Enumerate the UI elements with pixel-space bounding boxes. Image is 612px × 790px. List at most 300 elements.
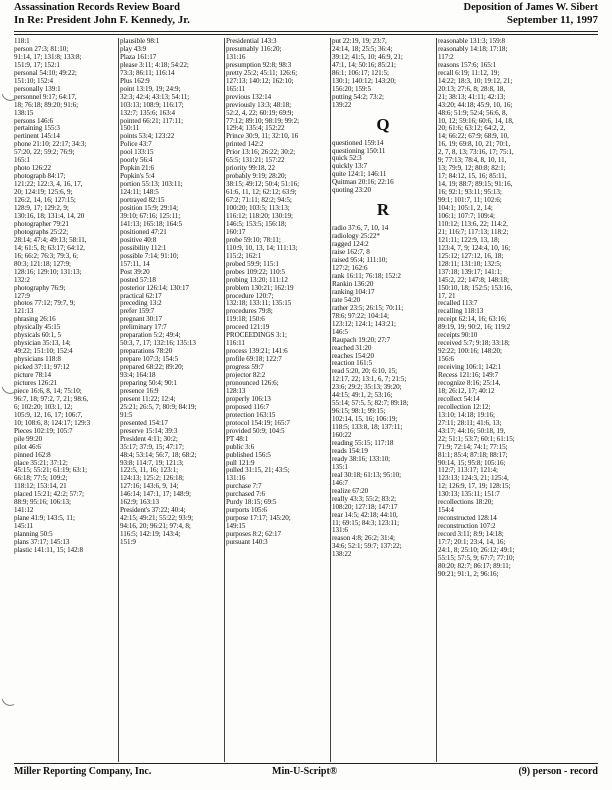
index-entry: pronounced 126:6;: [226, 378, 279, 387]
index-entry: purchase 7:7: [226, 482, 262, 491]
index-entry: photography 76:9;: [14, 283, 66, 292]
index-entry: 145:2, 22; 147:8; 148:18;: [438, 275, 509, 284]
index-entry: raised 95:4; 111:10;: [332, 256, 388, 265]
index-entry: pinned 162:8: [14, 450, 51, 459]
index-entry: reads 154:19: [332, 446, 368, 455]
index-entry: 88:9; 95:16; 106:13;: [14, 498, 71, 507]
index-entry: 93:4; 164:18: [120, 371, 156, 380]
index-entry: 14:22; 18:3, 10; 19:12, 21;: [438, 76, 513, 85]
index-entry: physicians 118:8: [14, 355, 61, 364]
index-entry: 146:5; 153:5; 156:18;: [226, 219, 287, 228]
index-entry: 50:3, 7, 17; 132:16; 135:13: [120, 339, 196, 348]
index-entry: picture 78:14: [14, 371, 51, 380]
index-entry: 43:20; 44:18; 45:9, 10, 16;: [438, 100, 513, 109]
index-entry: 127:9: [14, 291, 30, 300]
index-entry: photographer 79:21: [14, 219, 69, 228]
index-entry: 44:15; 49:1, 2; 53:16;: [332, 391, 393, 400]
index-entry: 149:15: [226, 522, 246, 531]
index-entry: pretty 25:2; 45:11; 126:6;: [226, 68, 298, 77]
index-entry: 13:10; 14:18; 19:16;: [438, 410, 495, 419]
index-entry: Pieces 102:19; 105:7: [14, 426, 73, 435]
index-entry: 13; 79:9, 12; 80:8; 82:1;: [438, 164, 506, 173]
index-entry: put 22:19, 19; 23:7,: [332, 38, 387, 45]
index-entry: 16; 92:1; 93:11; 95:13;: [438, 188, 502, 197]
header-title-left: Assassination Records Review Board: [14, 2, 180, 13]
index-entry: 48:6; 51:9; 52:4; 56:6, 8,: [438, 108, 508, 117]
index-entry: poorly 56:4: [120, 156, 153, 165]
header-rule-thin: [14, 34, 598, 35]
index-entry: proposed 116:7: [226, 402, 269, 411]
index-entry: radiology 25:22*: [332, 232, 380, 241]
index-entry: 32:3; 42:4; 43:13; 54:11;: [120, 92, 190, 101]
index-entry: reconstruction 107:2: [438, 522, 496, 531]
index-entry: 154:4: [438, 506, 454, 515]
index-entry: record 3:11; 8:9; 14:18;: [438, 530, 504, 539]
index-entry: Recess 121:16; 149:7: [438, 371, 499, 380]
index-entry: 55:15; 57:5, 9; 67:7; 77:10;: [438, 553, 515, 562]
index-entry: 80:3; 121:18; 127:9;: [14, 259, 71, 268]
index-entry: 99:1; 101:7, 11; 102:6;: [438, 196, 502, 205]
index-entry: preparations 78:20: [120, 347, 173, 356]
index-entry: 61:6, 11, 12; 62:12; 63:9;: [226, 188, 297, 197]
index-entry: received 5:7; 9:18; 33:18;: [438, 339, 510, 348]
index-entry: 14, 19; 88:7; 89:15; 91:16,: [438, 180, 513, 189]
index-column: [120, 38, 222, 762]
index-entry: 24:14, 18; 25:5; 36:4;: [332, 44, 393, 53]
index-entry: 124:11; 148:5: [120, 188, 159, 197]
index-entry: 126:2, 14, 16; 127:15;: [14, 196, 76, 205]
index-entry: Plus 162:9: [120, 76, 150, 85]
index-entry: positive 40:8: [120, 235, 157, 244]
index-entry: Quitman 20:16; 22:16: [332, 178, 394, 187]
index-entry: probably 9:19; 28:20;: [226, 172, 287, 181]
index-entry: 122:5, 11, 16; 123:1;: [120, 466, 178, 475]
index-entry: reasonably 14:18; 17:18;: [438, 44, 508, 53]
index-entry: 6; 102:20; 103:1, 12;: [14, 402, 73, 411]
index-entry: Post 39:20: [120, 267, 150, 276]
index-entry: 35:17; 37:9, 15; 47:17;: [120, 442, 184, 451]
index-entry: 132:2: [14, 275, 30, 284]
index-entry: presumption 92:8; 98:3: [226, 60, 292, 69]
index-entry: questioning 150:11: [332, 146, 386, 155]
index-entry: preparing 50:4; 90:1: [120, 378, 177, 387]
index-entry: 39:12; 41:5, 10; 46:9, 21;: [332, 52, 403, 61]
index-entry: person 27:3; 81:10;: [14, 44, 69, 53]
margin-mark: [2, 91, 15, 104]
index-entry: PROCEEDINGS 3:1;: [226, 331, 287, 340]
index-entry: 73:3; 86:11; 116:14: [120, 68, 175, 77]
index-entry: placed 15:21; 42:2; 57:7;: [14, 490, 84, 499]
index-entry: Popkin 21:6: [120, 164, 154, 173]
index-entry: quite 124:1; 146:11: [332, 170, 387, 179]
index-entry: Raupach 19:20; 27:7: [332, 335, 391, 344]
index-entry: 127:16; 143:6, 9, 14;: [120, 482, 179, 491]
index-entry: play 43:9: [120, 44, 147, 53]
index-entry: 65:5; 131:21; 157:22: [226, 156, 285, 165]
index-entry: receipt 62:14, 16; 63:16;: [438, 315, 507, 324]
index-entry: rank 16:11; 76:18; 152:2: [332, 271, 401, 280]
index-entry: possible 7:14; 91:10;: [120, 251, 179, 260]
index-entry: properly 106:13: [226, 394, 271, 403]
index-entry: ranking 104:17: [332, 287, 375, 296]
index-entry: 12; 126:9, 17, 19; 128:15;: [438, 482, 511, 491]
index-entry: procedure 120:7;: [226, 291, 274, 300]
index-entry: 14; 66:22; 67:9; 68:9, 10,: [438, 132, 509, 141]
index-entry: 67:2; 71:11; 82:2; 94:5;: [226, 196, 292, 205]
index-entry: recollections 18:20;: [438, 498, 494, 507]
index-entry: present 11:22; 12:4;: [120, 394, 176, 403]
index-entry: probing 13:20; 111:12: [226, 275, 288, 284]
index-entry: portrayed 82:15: [120, 196, 165, 205]
index-entry: 16; 66:2; 76:3; 79:3, 6;: [14, 251, 79, 260]
index-entry: 118:12; 153:14, 21: [14, 482, 67, 491]
index-entry: 123:13; 124:3, 21; 125:4,: [438, 474, 509, 483]
index-entry: 45:15; 55:21; 61:19; 63:1;: [14, 466, 87, 475]
index-entry: personnel 9:17; 64:17,: [14, 92, 77, 101]
footer-page: (9) person - record: [518, 766, 598, 777]
index-entry: rather 23:5; 26:15; 70:11;: [332, 303, 404, 312]
index-entry: 11; 69:15; 84:3; 123:11;: [332, 518, 400, 527]
index-entry: really 43:3; 55:2; 83:2;: [332, 494, 397, 503]
index-entry: 124:13; 125:2; 126:18;: [120, 474, 184, 483]
index-entry: 20; 61:6; 63:12; 64:2, 2,: [438, 124, 506, 133]
index-entry: 131:6: [332, 526, 348, 535]
header-rule: [14, 31, 598, 32]
index-entry: 165:1: [14, 156, 30, 165]
index-entry: Prince 30:9, 11; 32:10, 16: [226, 132, 299, 141]
index-entry: proceed 121:19: [226, 323, 270, 332]
index-entry: 20; 124:19; 125:6, 9;: [14, 188, 73, 197]
index-entry: 128:9, 17; 129:2, 9;: [14, 204, 69, 213]
index-entry: procedures 79:8;: [226, 307, 273, 316]
index-entry: 90:21; 91:1, 2; 96:16;: [438, 569, 499, 578]
index-entry: radio 37:6, 7, 10, 14: [332, 224, 389, 233]
index-entry: 27:11; 28:11; 41:6, 13;: [438, 418, 502, 427]
index-entry: problem 130:21; 162:19: [226, 283, 294, 292]
index-entry: Rankin 136:20: [332, 279, 374, 288]
index-entry: 162:9; 163:13: [120, 498, 159, 507]
index-letter-heading: Q: [376, 114, 390, 134]
index-entry: 16, 19; 69:8, 10, 21; 70:1,: [438, 140, 511, 149]
index-entry: photographs 25:22;: [14, 227, 69, 236]
index-entry: pertaining 155:3: [14, 124, 60, 133]
index-entry: 38:15; 49:12; 50:4; 51:16;: [226, 180, 299, 189]
index-entry: 150:11: [120, 124, 140, 133]
index-entry: reasonable 131:3; 159:8: [438, 38, 506, 45]
index-entry: 145:11: [14, 522, 34, 531]
index-entry: 100:20; 103:5; 113:13;: [226, 204, 290, 213]
index-entry: 106:1; 107:7; 109:4;: [438, 211, 495, 220]
index-entry: 127:2; 162:6: [332, 264, 368, 273]
index-entry: projector 82:2: [226, 371, 266, 380]
index-entry: 137:18; 139:17; 141:1;: [438, 267, 502, 276]
index-entry: process 139:21; 141:6: [226, 347, 288, 356]
index-entry: 150:10, 18; 152:5; 153:16,: [438, 283, 513, 292]
index-entry: possibility 112:1: [120, 243, 167, 252]
index-entry: 128:13: [226, 386, 246, 395]
index-entry: pulled 31:15, 21; 43:5;: [226, 466, 290, 475]
index-entry: 128:11; 131:10; 132:5;: [438, 259, 502, 268]
index-entry: 89:19, 19; 90:2, 16; 119:2: [438, 323, 511, 332]
index-entry: pursuant 140:3: [226, 538, 268, 547]
index-entry: 9; 77:13; 78:4, 8, 10, 11,: [438, 156, 507, 165]
index-entry: 49:22; 151:10; 152:4: [14, 347, 73, 356]
index-entry: purpose 17:17; 145:20;: [226, 514, 291, 523]
index-entry: 92:22; 100:16; 148:20;: [438, 347, 502, 356]
index-entry: preparation 5:2; 49:4;: [120, 331, 181, 340]
index-entry: physician 35:13, 14;: [14, 339, 71, 348]
index-entry: 14; 61:5, 8; 63:17; 64:12,: [14, 243, 85, 252]
index-entry: 130:1; 140:12; 143:20;: [332, 76, 396, 85]
index-entry: putting 54:2; 73:2;: [332, 92, 384, 101]
index-entry: reconstructed 128:14: [438, 514, 497, 523]
index-entry: 34:6; 52:1; 59:7; 137:22;: [332, 542, 402, 551]
index-entry: 157:11, 14: [120, 259, 150, 268]
index-entry: 116:11: [226, 339, 245, 348]
index-entry: pictures 126:21: [14, 378, 58, 387]
index-entry: 42:15; 49:21; 55:22; 93:9;: [120, 514, 193, 523]
index-entry: please 3:11; 4:18; 54:22;: [120, 60, 189, 69]
index-entry: reasons 157:6; 165:1: [438, 60, 497, 69]
index-entry: 86:1; 106:17; 121:5;: [332, 68, 389, 77]
index-entry: 12:17, 22; 13:1, 6, 7; 21:5;: [332, 375, 407, 384]
index-entry: photo 126:22: [14, 164, 52, 173]
index-entry: 78:6; 97:22; 104:14;: [332, 311, 389, 320]
index-entry: 165:11: [226, 84, 246, 93]
index-entry: ragged 124:2: [332, 240, 369, 249]
index-entry: quoting 23:20: [332, 186, 371, 195]
index-entry: 135:1: [332, 462, 348, 471]
index-entry: 81:1; 85:4; 87:18; 88:17;: [438, 450, 508, 459]
index-entry: plane 41:9; 143:5, 11;: [14, 514, 75, 523]
index-entry: questioned 159:14: [332, 138, 384, 147]
index-entry: Presidential 143:3: [226, 38, 277, 45]
index-entry: place 35:21; 37:12;: [14, 458, 68, 467]
header-title-right: Deposition of James W. Sibert: [463, 2, 598, 13]
index-entry: 131:16: [226, 52, 246, 61]
index-columns: [14, 38, 598, 762]
index-entry: 2, 7, 8, 13; 73:16, 17; 75:1,: [438, 148, 514, 157]
index-entry: receiving 106:1; 142:1: [438, 363, 502, 372]
index-entry: pilot 46:6: [14, 442, 41, 451]
index-entry: ready 38:16; 133:10;: [332, 454, 391, 463]
index-entry: 23:6; 29:2; 35:13; 39:20;: [332, 383, 402, 392]
index-entry: phrasing 26:16: [14, 315, 56, 324]
index-entry: 90:14, 15; 95:8; 105:16;: [438, 458, 506, 467]
index-entry: reaction 161:5: [332, 359, 373, 368]
index-entry: realize 67:20: [332, 486, 369, 495]
index-entry: piece 16:6, 8, 14; 75:10;: [14, 386, 82, 395]
index-entry: position 15:9; 29:14;: [120, 204, 179, 213]
index-column: [14, 38, 116, 762]
margin-mark: [2, 696, 15, 709]
index-entry: 118:1: [14, 38, 30, 45]
index-entry: printed 142:2: [226, 140, 264, 149]
index-entry: plans 37:17; 145:13: [14, 538, 70, 547]
index-entry: probes 109:22; 110:5: [226, 267, 286, 276]
index-entry: photos 77:12; 79:7, 9;: [14, 299, 76, 308]
index-entry: pregnant 30:17: [120, 315, 163, 324]
index-entry: 17, 21: [438, 291, 456, 300]
index-entry: 160:22: [332, 431, 352, 440]
index-entry: progress 59:7: [226, 363, 264, 372]
index-entry: preceding 13:2: [120, 299, 162, 308]
index-entry: 91:5: [120, 410, 133, 419]
index-letter-heading: R: [376, 200, 390, 220]
index-entry: 17; 84:12, 15, 16; 85:11,: [438, 172, 507, 181]
index-entry: reaches 154:20: [332, 351, 375, 360]
index-entry: 57:20, 22; 59:2; 76:9;: [14, 148, 75, 157]
index-entry: 146:7: [332, 478, 348, 487]
index-entry: 128:16; 129:10; 131:13;: [14, 267, 82, 276]
index-entry: Prior 13:16; 26:22; 30:2;: [226, 148, 296, 157]
index-entry: pull 121:9: [226, 458, 255, 467]
index-entry: rear 14:5; 42:18; 44:10,: [332, 510, 398, 519]
index-entry: 138:15: [14, 108, 34, 117]
index-entry: 156:20; 159:5: [332, 84, 371, 93]
index-entry: 121:11; 122:9, 13, 18;: [438, 235, 500, 244]
index-entry: 127:13; 140:12; 162:10;: [226, 76, 294, 85]
index-entry: recognize 8:16; 25:14,: [438, 378, 501, 387]
index-column: [332, 38, 434, 762]
index-entry: photograph 84:17;: [14, 172, 66, 181]
index-entry: 80:20; 82:7; 86:17; 89:11;: [438, 561, 511, 570]
index-column: [226, 38, 328, 762]
header-case: In Re: President John F. Kennedy, Jr.: [14, 14, 190, 26]
index-entry: 146:5: [332, 327, 348, 336]
footer-product: Min-U-Script®: [272, 766, 338, 777]
index-entry: reached 31:20: [332, 343, 372, 352]
index-entry: 18; 76:18; 89:20; 91:6;: [14, 100, 79, 109]
index-entry: 17:7; 20:1; 23:4, 14, 16;: [438, 538, 506, 547]
index-entry: 116:12; 118:20; 130:19;: [226, 211, 293, 220]
index-entry: presumably 116:20;: [226, 44, 282, 53]
index-entry: 24:1, 8; 25:10; 26:12; 49:1;: [438, 546, 515, 554]
index-entry: Plaza 161:17: [120, 52, 157, 61]
index-entry: personal 54:10; 49:22;: [14, 68, 77, 77]
index-entry: pertinent 145:14: [14, 132, 60, 141]
index-column: [438, 38, 598, 762]
index-entry: 10, 12; 59:16; 60:6, 14, 18,: [438, 116, 514, 125]
index-entry: recollect 54:14: [438, 394, 480, 403]
index-entry: planning 50:5: [14, 530, 53, 539]
margin-mark: [2, 384, 15, 397]
index-entry: 132:7; 135:6; 163:4: [120, 108, 176, 117]
index-entry: priority 99:18, 22: [226, 164, 275, 173]
index-entry: 71:9; 72:14; 74:1; 77:15;: [438, 442, 508, 451]
index-entry: positioned 47:21: [120, 227, 167, 236]
index-entry: 138:22: [332, 550, 352, 559]
index-entry: pointed 66:21; 117:11;: [120, 116, 184, 125]
index-entry: receipts 90:10: [438, 331, 478, 340]
index-entry: 121:13: [14, 307, 34, 316]
index-entry: Purdy 18:15; 69:5: [226, 498, 277, 507]
footer-rule: [14, 763, 598, 764]
index-entry: pile 99:20: [14, 434, 43, 443]
index-entry: 115:2; 162:1: [226, 251, 262, 260]
page-footer: [14, 766, 598, 780]
index-entry: 118:5; 133:8, 18; 137:11;: [332, 423, 403, 432]
index-entry: protocol 154:19; 165:7: [226, 418, 290, 427]
index-entry: probe 59:10; 78:11;: [226, 235, 281, 244]
index-entry: 125:12; 127:12, 16, 18;: [438, 251, 504, 260]
index-entry: 22; 51:1; 53:7; 60:1; 61:15;: [438, 434, 515, 443]
index-entry: 55:14; 57:5, 5; 82:7; 89:18;: [332, 399, 409, 408]
index-entry: prepared 68:22; 89:20;: [120, 363, 184, 372]
index-entry: persons 146:6: [14, 116, 53, 125]
index-entry: quick 52:3: [332, 154, 362, 163]
index-entry: raise 162:7, 8: [332, 248, 370, 257]
index-entry: 105:9, 12, 16, 17; 106:7,: [14, 410, 83, 419]
index-entry: purports 105:6: [226, 506, 267, 515]
index-entry: profile 69:18; 122:7: [226, 355, 282, 364]
index-entry: 117:2: [438, 52, 454, 61]
index-entry: 112:7; 113:17; 121:4;: [438, 466, 498, 475]
index-entry: 119:18; 150:6: [226, 315, 265, 324]
index-entry: phone 21:10; 22:17; 34:3;: [14, 140, 87, 149]
index-entry: 25:21; 26:5, 7; 80:9; 84:19;: [120, 402, 197, 411]
index-entry: Popkin's 5:4: [120, 172, 155, 181]
index-entry: 91:14, 17; 131:8; 133:8;: [14, 52, 82, 61]
index-entry: posted 57:18: [120, 275, 156, 284]
index-entry: 96:7, 18; 97:2, 7, 21; 98:6,: [14, 394, 89, 403]
index-entry: recall 6:19; 11:12, 19;: [438, 68, 500, 77]
index-entry: quickly 13:7: [332, 162, 368, 171]
index-entry: personally 139:1: [14, 84, 61, 93]
index-entry: 151:9: [120, 538, 136, 547]
index-entry: 123:12; 124:1; 143:21;: [332, 319, 396, 328]
index-entry: prefer 159:7: [120, 307, 155, 316]
index-entry: 131:16: [226, 474, 246, 483]
index-entry: 141:12: [14, 506, 34, 515]
index-entry: 103:13; 108:9; 116:17;: [120, 100, 184, 109]
index-entry: 116:5; 142:19; 143:4;: [120, 530, 181, 539]
index-entry: 18; 26:12, 17; 40:12: [438, 386, 495, 395]
index-entry: recalled 113:7: [438, 299, 478, 308]
index-entry: previously 13:3; 48:18;: [226, 100, 292, 109]
index-entry: preliminary 17:7: [120, 323, 167, 332]
index-entry: 123:4, 7, 9; 124:4, 10, 16;: [438, 243, 511, 252]
index-entry: 96:15; 98:1; 99:15;: [332, 407, 386, 416]
index-entry: points 53:4; 123:22: [120, 132, 175, 141]
index-entry: President 4:11; 30:2;: [120, 434, 178, 443]
index-entry: portion 55:13; 103:11;: [120, 180, 183, 189]
index-entry: 151:9, 17; 152:1: [14, 60, 60, 69]
index-entry: real 30:18; 61:13; 95:10;: [332, 470, 402, 479]
index-entry: PT 48:1: [226, 434, 249, 443]
index-entry: 21; 38:13; 41:11; 42:13;: [438, 92, 506, 101]
index-entry: provided 50:9; 104:5: [226, 426, 285, 435]
index-entry: published 156:5: [226, 450, 271, 459]
index-entry: plastic 141:11, 15; 142:8: [14, 546, 84, 554]
index-entry: purchased 7:6: [226, 490, 265, 499]
index-entry: physicals 60:1, 5: [14, 331, 62, 340]
index-entry: read 5:20, 20; 6:10, 15;: [332, 367, 397, 376]
index-entry: 43:17; 44:16; 50:18, 19,: [438, 426, 506, 435]
index-entry: presence 16:9: [120, 386, 159, 395]
index-entry: picked 37:11; 97:12: [14, 363, 70, 372]
index-entry: 66:18; 77:5; 109:2;: [14, 474, 68, 483]
index-entry: 132:18; 133:11; 135:15: [226, 299, 292, 308]
index-entry: 108:20; 127:18; 147:17: [332, 502, 398, 511]
index-entry: 28:14; 47:4; 49:13; 58:11,: [14, 235, 87, 244]
index-entry: 160:17: [226, 227, 246, 236]
index-entry: 130:13; 135:11; 151:7: [438, 490, 500, 499]
index-entry: practical 62:17: [120, 291, 162, 300]
index-entry: recalling 118:13: [438, 307, 484, 316]
index-entry: physically 45:15: [14, 323, 61, 332]
index-entry: 47:1, 14; 50:16; 85:21;: [332, 60, 396, 69]
